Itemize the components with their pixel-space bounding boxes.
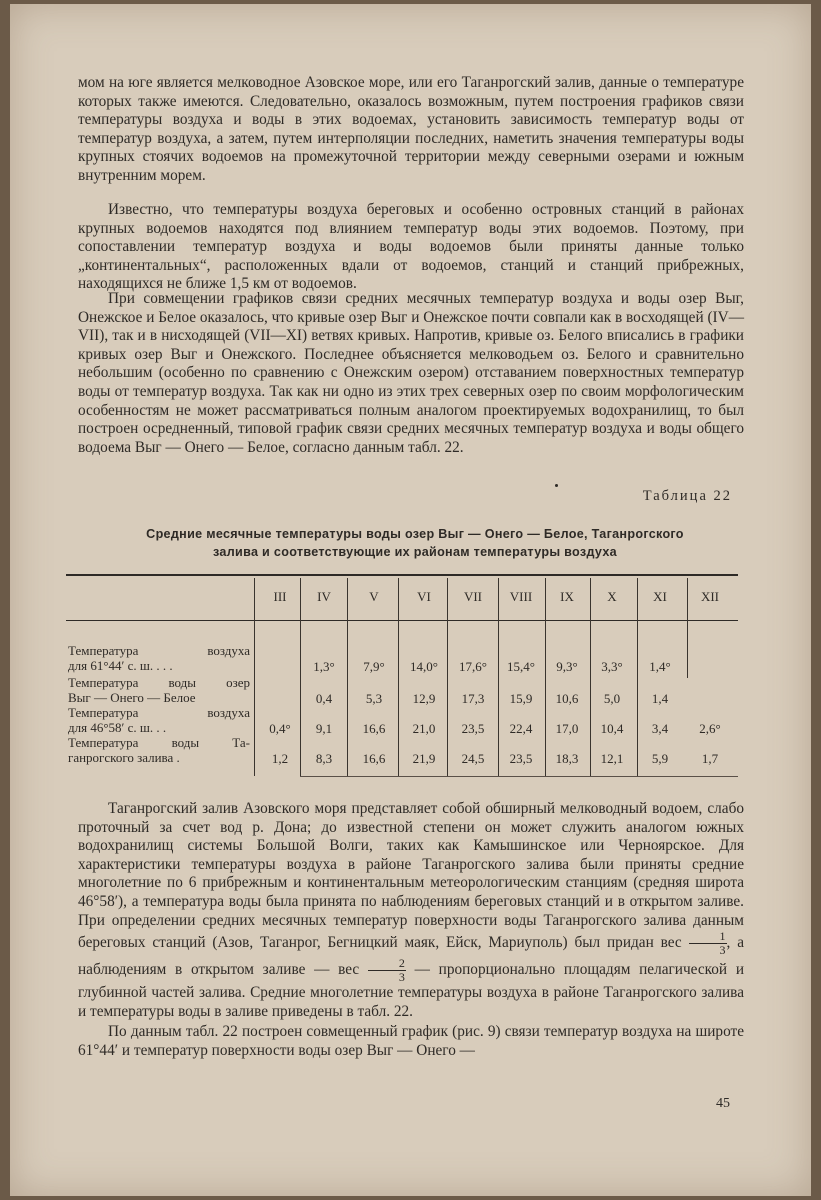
table-cell: 10,6 [555, 691, 579, 706]
table-cell: 8,3 [315, 751, 333, 766]
fraction-2-numerator: 2 [368, 957, 406, 971]
month-header-V: V [369, 589, 379, 604]
table-label: Таблица 22 [642, 488, 732, 504]
row-label [68, 706, 250, 735]
row-label-line-1: Температура воздуха [68, 705, 250, 720]
month-header-IX: IX [560, 589, 574, 604]
table-cell: 24,5 [461, 751, 485, 766]
table-cell: 9,3° [556, 659, 578, 674]
row-label [68, 644, 250, 673]
table-cell: 2,6° [699, 721, 721, 736]
table-top-rule [66, 574, 738, 576]
table-cell: 17,3 [461, 691, 485, 706]
row-label-line-2: для 61°44′ с. ш. . . . [68, 657, 173, 673]
table-cell: 16,6 [362, 721, 386, 736]
row-label [68, 676, 250, 705]
table-column-divider [545, 578, 546, 776]
table-cell: 15,9 [509, 691, 533, 706]
table-cell: 10,4 [600, 721, 624, 736]
month-header-III: III [273, 589, 287, 604]
fraction-two-thirds [368, 957, 406, 984]
table-column-divider [254, 578, 255, 776]
table-cell: 23,5 [509, 751, 533, 766]
paragraph-1-text: мом на юге является мелководное Азовское море, или его Таганрогский залив, данные о температуре которых также имеются. Следовательно, оказалось возможным, путем построения графиков связи температуры воздуха и воды в этих водоемах, установить зависимость температур воды от температур воздуха, а затем, путем интерполяции последних, наметить значения температуры воды крупных стоячих водоемов на промежуточной территории между северными озерами и южным внутренним морем. [78, 74, 744, 184]
table-cell: 15,4° [507, 659, 535, 674]
fraction-1-denominator: 3 [719, 943, 726, 958]
table-column-divider [590, 578, 591, 776]
table-cell: 1,4 [651, 691, 669, 706]
row-label-line-1: Температура воды озер [68, 675, 250, 690]
table-cell: 1,2 [271, 751, 289, 766]
fraction-2-denominator: 3 [398, 970, 405, 985]
table-column-divider [347, 578, 348, 776]
month-header-VII: VII [463, 589, 483, 604]
fraction-1-numerator: 1 [689, 930, 727, 944]
table-cell: 7,9° [363, 659, 385, 674]
table-cell: 12,9 [412, 691, 436, 706]
paragraph-3 [78, 290, 744, 457]
table-cell: 21,0 [412, 721, 436, 736]
paragraph-4-part-1: Таганрогский залив Азовского моря представляет собой обширный мелководный водоем, слабо проточный за счет вод р. Дона; до известной степени он может служить аналогом южных водохранилищ системы Большой Волги, таких как Камышинское или Черноярское. Для характеристики температуры воздуха в районе Таганрогского залива были приняты средние многолетние по 6 прибрежным и континентальным метеорологическим станциям (средняя широта 46°58′), а температура воды была принята по наблюдениям береговых станций и в открытом заливе. При определении средних месячных температур поверхности воды Таганрогского залива данным береговых станций (Азов, Таганрог, Бегницкий маяк, Ейск, Мариуполь) был придан вес [78, 800, 744, 952]
table-cell: 1,3° [313, 659, 335, 674]
paragraph-4 [78, 800, 744, 1061]
paragraph-2 [78, 201, 744, 294]
fraction-one-third [689, 930, 727, 957]
table-cell: 1,7 [701, 751, 719, 766]
table-cell: 1,4° [649, 659, 671, 674]
book-page [10, 4, 811, 1196]
table-column-divider [498, 578, 499, 776]
table-cell: 0,4 [315, 691, 333, 706]
paragraph-4-text [78, 800, 744, 1021]
row-label-line-2: для 46°58′ с. ш. . . [68, 719, 167, 735]
page-number: 45 [716, 1096, 730, 1111]
table-cell: 3,3° [601, 659, 623, 674]
table-title [70, 525, 760, 561]
month-header-VIII: VIII [509, 589, 533, 604]
row-label-line-2: ганрогского залива . [68, 749, 180, 765]
paragraph-4-part-3: — пропорционально площадям пелагической и глубинной частей залива. Средние многолетние температуры воздуха в районе Таганрогского залива и температуры воды в заливе приведены в табл. 22. [78, 961, 745, 1020]
paragraph-4-part-2: , а наблюдениям в открытом заливе — вес [78, 934, 744, 979]
table-cell: 22,4 [509, 721, 533, 736]
table-cell: 3,4 [651, 721, 669, 736]
table-cell: 17,6° [459, 659, 487, 674]
paragraph-3-text: При совмещении графиков связи средних месячных температур воздуха и воды озер Выг, Онежское и Белое оказалось, что кривые озер Выг и Онежское почти совпали как в восходящей (IV—VII), так и в нисходящей (VII—XI) ветвях кривых. Напротив, кривые оз. Белого вписались в графики кривых озер Выг и Онежского. Последнее объясняется мелководьем оз. Белого и сравнительно небольшим (особенно по сравнению с Онежским озером) отставанием поверхностных температур воды от температур воздуха. Так как ни одно из этих трех северных озер по своим морфологическим особенностям не может рассматриваться полным аналогом проектируемых водохранилищ, то был построен осредненный, типовой график связи средних месячных температур воздуха и воды общего водоема Выг — Онего — Белое, согласно данным табл. 22. [78, 290, 744, 456]
paragraph-1 [78, 74, 744, 186]
row-label-line-1: Температура воды Та- [68, 735, 250, 750]
month-header-XII: XII [700, 589, 720, 604]
paragraph-5-text: По данным табл. 22 построен совмещенный график (рис. 9) связи температур воздуха на широте 61°44′ и температур поверхности воды озер Выг — Онего — [78, 1023, 744, 1059]
table-bottom-rule [300, 776, 738, 777]
paragraph-2-text: Известно, что температуры воздуха береговых и особенно островных станций в районах крупных водоемов находятся под влиянием температур воды этих водоемов. Поэтому, при сопоставлении температур воздуха и воды водоемов были приняты данные только „континентальных“, расположенных вдали от водоемов, станций и станций прибрежных, находящихся не ближе 1,5 км от водоемов. [78, 201, 744, 293]
table-cell: 14,0° [410, 659, 438, 674]
table-cell: 23,5 [461, 721, 485, 736]
table-cell: 5,3 [365, 691, 383, 706]
table-column-divider [300, 578, 301, 776]
row-label-line-1: Температура воздуха [68, 643, 250, 658]
table-title-line-2: залива и соответствующие их районам температуры воздуха [213, 545, 617, 559]
table-cell: 21,9 [412, 751, 436, 766]
table-cell: 9,1 [315, 721, 333, 736]
month-header-IV: IV [317, 589, 331, 604]
table-cell: 12,1 [600, 751, 624, 766]
table-column-divider [447, 578, 448, 776]
row-label-line-2: Выг — Онего — Белое [68, 689, 196, 705]
table-column-divider [637, 578, 638, 776]
table-column-divider [398, 578, 399, 776]
table-cell: 0,4° [269, 721, 291, 736]
table-cell: 18,3 [555, 751, 579, 766]
table-cell: 5,0 [603, 691, 621, 706]
table-title-line-1: Средние месячные температуры воды озер Выг — Онего — Белое, Таганрогского [146, 527, 684, 541]
print-speck [555, 484, 558, 487]
table-cell: 16,6 [362, 751, 386, 766]
month-header-X: X [607, 589, 617, 604]
table-cell: 5,9 [651, 751, 669, 766]
table-cell: 17,0 [555, 721, 579, 736]
month-header-VI: VI [417, 589, 431, 604]
month-header-XI: XI [653, 589, 667, 604]
row-label [68, 736, 250, 765]
